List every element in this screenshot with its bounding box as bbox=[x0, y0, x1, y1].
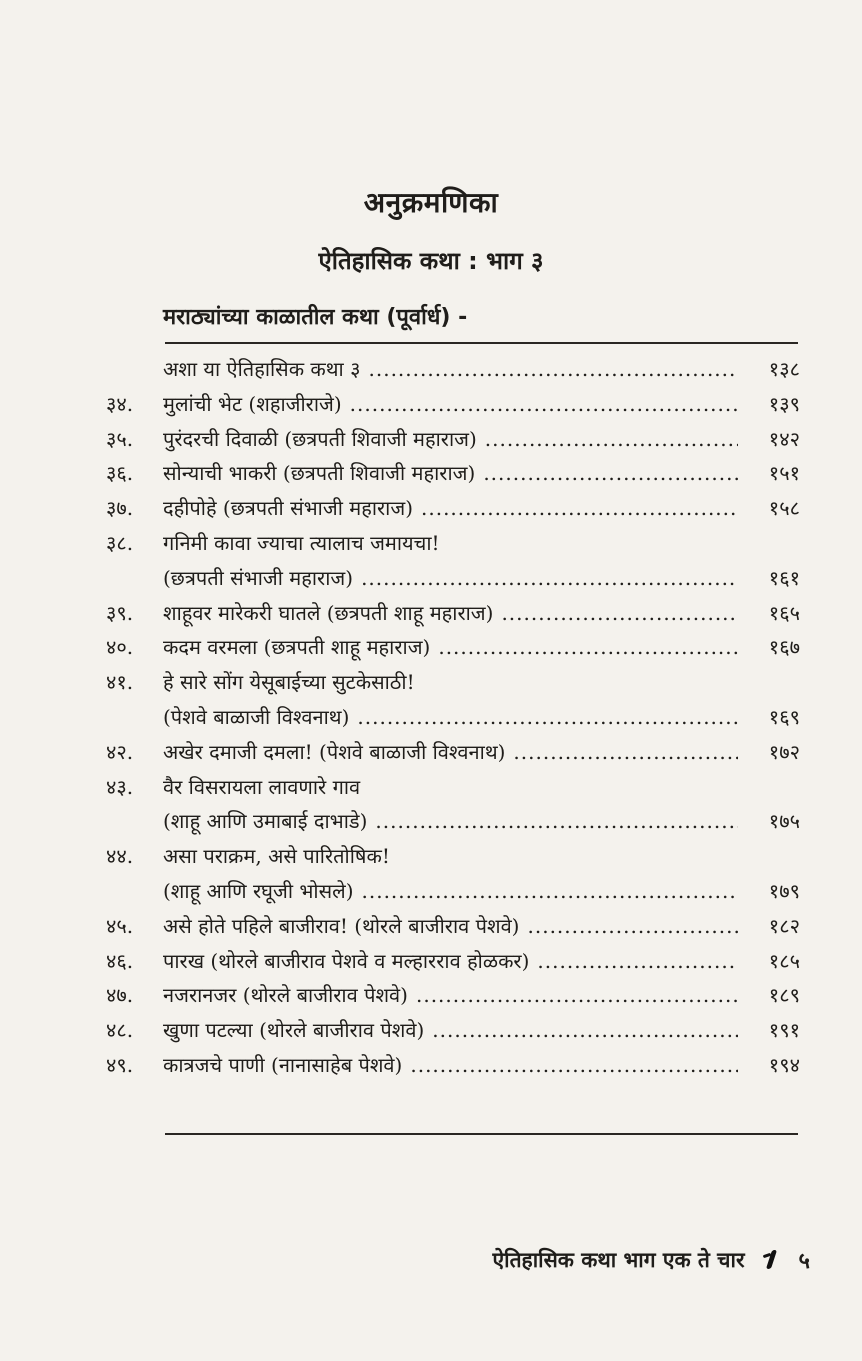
toc-entry bbox=[163, 422, 800, 457]
toc-title: खुणा पटल्या (थोरले बाजीराव पेशवे) bbox=[163, 1018, 425, 1043]
toc-row bbox=[106, 422, 800, 457]
toc-row bbox=[106, 735, 800, 770]
dot-leader bbox=[483, 456, 738, 491]
dot-leader bbox=[375, 804, 738, 839]
toc-title: पुरंदरची दिवाळी (छत्रपती शिवाजी महाराज) bbox=[163, 426, 477, 451]
toc-row bbox=[106, 526, 800, 561]
toc-title: मुलांची भेट (शहाजीराजे) bbox=[163, 391, 342, 416]
toc-title: दहीपोहे (छत्रपती संभाजी महाराज) bbox=[163, 496, 413, 521]
toc-number: ४६. bbox=[106, 948, 134, 973]
toc-entry bbox=[163, 978, 800, 1013]
toc-number: ३६. bbox=[106, 461, 134, 486]
toc-row bbox=[106, 630, 800, 665]
top-rule bbox=[165, 342, 798, 344]
toc-entry bbox=[163, 596, 800, 631]
toc-entry bbox=[163, 665, 800, 700]
toc-page: १६१ bbox=[768, 565, 800, 590]
toc-entry bbox=[163, 561, 800, 596]
dot-leader bbox=[369, 352, 739, 387]
toc-number: ४३. bbox=[106, 774, 134, 799]
toc-page: १६७ bbox=[768, 635, 800, 660]
dot-leader bbox=[410, 1048, 738, 1083]
toc-title: नजरानजर (थोरले बाजीराव पेशवे) bbox=[163, 983, 408, 1008]
toc-row bbox=[106, 387, 800, 422]
toc-entry bbox=[163, 491, 800, 526]
dot-leader bbox=[361, 561, 738, 596]
toc-row bbox=[106, 944, 800, 979]
toc-page: १७२ bbox=[768, 739, 800, 764]
toc-row bbox=[106, 770, 800, 805]
dot-leader bbox=[421, 491, 738, 526]
toc-number: ४७. bbox=[106, 983, 134, 1008]
toc-number: ४२. bbox=[106, 739, 134, 764]
toc-entry bbox=[163, 770, 800, 805]
toc-title: (छत्रपती संभाजी महाराज) bbox=[163, 565, 354, 590]
toc-entry bbox=[163, 700, 800, 735]
dot-leader bbox=[537, 944, 738, 979]
toc-entry bbox=[163, 456, 800, 491]
toc-page: १८९ bbox=[768, 983, 800, 1008]
toc-title: शाहूवर मारेकरी घातले (छत्रपती शाहू महाराज) bbox=[163, 600, 494, 625]
dot-leader bbox=[438, 630, 738, 665]
toc-title: कात्रजचे पाणी (नानासाहेब पेशवे) bbox=[163, 1052, 403, 1077]
toc-title: वैर विसरायला लावणारे गाव bbox=[163, 774, 361, 799]
toc-number: ४५. bbox=[106, 913, 134, 938]
table-of-contents bbox=[106, 352, 800, 1083]
toc-page: १३९ bbox=[768, 391, 800, 416]
toc-title: (पेशवे बाळाजी विश्वनाथ) bbox=[163, 704, 350, 729]
toc-entry bbox=[163, 944, 800, 979]
dot-leader bbox=[501, 596, 738, 631]
page-subtitle: ऐतिहासिक कथा : भाग ३ bbox=[318, 247, 544, 275]
toc-page: १८५ bbox=[768, 948, 800, 973]
dot-leader bbox=[528, 909, 739, 944]
toc-row bbox=[106, 352, 800, 387]
toc-title: पारख (थोरले बाजीराव पेशवे व मल्हारराव होळकर) bbox=[163, 948, 530, 973]
dot-leader bbox=[350, 387, 738, 422]
toc-row bbox=[106, 665, 800, 700]
toc-number: ३९. bbox=[106, 600, 134, 625]
dot-leader bbox=[357, 700, 738, 735]
toc-row bbox=[106, 978, 800, 1013]
toc-title: असा पराक्रम, असे पारितोषिक! bbox=[163, 844, 390, 869]
ornament-icon bbox=[763, 1249, 781, 1271]
toc-entry bbox=[163, 874, 800, 909]
toc-number: ३८. bbox=[106, 530, 134, 555]
toc-number: ४०. bbox=[106, 635, 134, 660]
section-heading: मराठ्यांच्या काळातील कथा (पूर्वार्ध) - bbox=[163, 305, 468, 330]
toc-title: हे सारे सोंग येसूबाईच्या सुटकेसाठी! bbox=[163, 670, 415, 695]
page-number: ५ bbox=[798, 1249, 810, 1274]
footer-title: ऐतिहासिक कथा भाग एक ते चार bbox=[492, 1248, 745, 1272]
toc-number: ४९. bbox=[106, 1052, 134, 1077]
toc-row bbox=[106, 804, 800, 839]
toc-number: ३५. bbox=[106, 426, 134, 451]
toc-title: (शाहू आणि उमाबाई दाभाडे) bbox=[163, 809, 368, 834]
toc-entry bbox=[163, 804, 800, 839]
toc-title: असे होते पहिले बाजीराव! (थोरले बाजीराव पेशवे) bbox=[163, 913, 520, 938]
toc-page: १७९ bbox=[768, 878, 800, 903]
toc-entry bbox=[163, 1048, 800, 1083]
toc-page: १७५ bbox=[768, 809, 800, 834]
toc-page: १८२ bbox=[768, 913, 800, 938]
dot-leader bbox=[362, 874, 739, 909]
toc-title: (शाहू आणि रघूजी भोसले) bbox=[163, 878, 354, 903]
page-footer bbox=[493, 1245, 810, 1275]
toc-title: कदम वरमला (छत्रपती शाहू महाराज) bbox=[163, 635, 431, 660]
toc-row bbox=[106, 874, 800, 909]
toc-page: १६५ bbox=[768, 600, 800, 625]
toc-title: गनिमी कावा ज्याचा त्यालाच जमायचा! bbox=[163, 530, 440, 555]
toc-page: १४२ bbox=[768, 426, 800, 451]
toc-number: ४४. bbox=[106, 844, 134, 869]
toc-entry bbox=[163, 526, 800, 561]
toc-title: अखेर दमाजी दमला! (पेशवे बाळाजी विश्वनाथ) bbox=[163, 739, 506, 764]
toc-title: अशा या ऐतिहासिक कथा ३ bbox=[163, 357, 361, 381]
dot-leader bbox=[432, 1013, 738, 1048]
toc-entry bbox=[163, 387, 800, 422]
toc-page: १९४ bbox=[768, 1052, 800, 1077]
toc-row bbox=[106, 909, 800, 944]
toc-entry bbox=[163, 1013, 800, 1048]
toc-page: १३८ bbox=[768, 357, 800, 381]
toc-number: ४८. bbox=[106, 1018, 134, 1043]
toc-row bbox=[106, 1013, 800, 1048]
toc-page: १९१ bbox=[768, 1018, 800, 1043]
dot-leader bbox=[416, 978, 738, 1013]
dot-leader bbox=[485, 422, 738, 457]
bottom-rule bbox=[165, 1133, 798, 1135]
toc-entry bbox=[163, 735, 800, 770]
page-title: अनुक्रमणिका bbox=[363, 186, 499, 219]
toc-row bbox=[106, 491, 800, 526]
toc-page: १६९ bbox=[768, 704, 800, 729]
toc-page: १५१ bbox=[768, 461, 800, 486]
toc-entry bbox=[163, 839, 800, 874]
toc-row bbox=[106, 1048, 800, 1083]
toc-entry bbox=[163, 909, 800, 944]
toc-row bbox=[106, 456, 800, 491]
toc-row bbox=[106, 596, 800, 631]
toc-row bbox=[106, 700, 800, 735]
toc-page: १५८ bbox=[768, 496, 800, 521]
toc-entry bbox=[163, 352, 800, 387]
toc-row bbox=[106, 839, 800, 874]
toc-title: सोन्याची भाकरी (छत्रपती शिवाजी महाराज) bbox=[163, 461, 476, 486]
toc-entry bbox=[163, 630, 800, 665]
toc-row bbox=[106, 561, 800, 596]
toc-number: ३७. bbox=[106, 496, 134, 521]
dot-leader bbox=[513, 735, 738, 770]
toc-number: ३४. bbox=[106, 391, 134, 416]
toc-number: ४१. bbox=[106, 670, 134, 695]
